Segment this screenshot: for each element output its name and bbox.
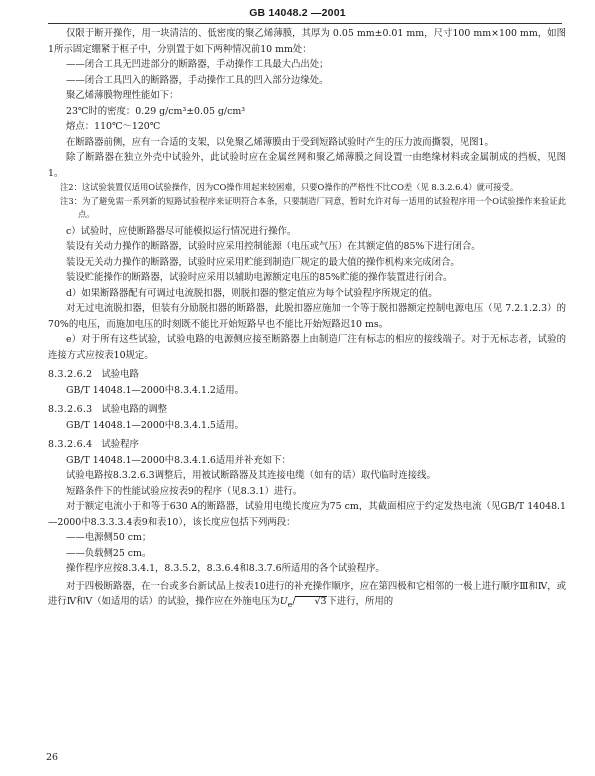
paragraph: 23℃时的密度：0.29 g/cm³±0.05 g/cm³ bbox=[66, 105, 245, 117]
paragraph: 对无过电流脱扣器，但装有分励脱扣器的断路器，此脱扣器应施加一个等于脱扣器额定控制电源电压（见 7.2.1.2.3）的 70%的电压，而施加电压的时刻既不能比开始短路早也不能比开始短路迟10 ms。 bbox=[48, 303, 566, 330]
paragraph: 在断路器前侧，应有一合适的支架，以免聚乙烯薄膜由于受到短路试验时产生的压力波而撕裂，见图1。 bbox=[66, 136, 494, 148]
note: 注2：这试验装置仅适用O试验操作，因为CO操作用起来较困难，只要O操作的严格性不比CO差（见 8.3.2.6.4）就可接受。 bbox=[60, 182, 519, 192]
paragraph: 装设无关动力操作的断路器，试验时应采用贮能到制造厂规定的最大值的操作机构来完成闭合。 bbox=[66, 256, 460, 268]
note: 注3：为了避免需一系列新的短路试验程序来证明符合本条，只要制造厂同意，暂时允许对每一适用的试验程序用一个O试验操作来验证此点。 bbox=[60, 195, 566, 219]
paragraph: 仅限于断开操作，用一块清洁的、低密度的聚乙烯薄膜，其厚为 0.05 mm±0.01 mm，尺寸100 mm×100 mm，如图1所示固定绷紧于框子中，分别置于如下两种情况前10 mm处： bbox=[48, 28, 566, 55]
paragraph bbox=[48, 579, 566, 613]
paragraph: d）如果断路器配有可调过电流脱扣器，则脱扣器的整定值应为每个试验程序所规定的值。 bbox=[66, 287, 438, 299]
paragraph: 装设贮能操作的断路器，试验时应采用以辅助电源额定电压的85%贮能的操作装置进行闭合。 bbox=[66, 272, 453, 283]
clause-number: 8.3.2.6.2 bbox=[48, 369, 93, 380]
formula-subscript: e bbox=[287, 599, 293, 609]
paragraph: GB/T 14048.1—2000中8.3.4.1.2适用。 bbox=[66, 384, 245, 396]
clause-number: 8.3.2.6.4 bbox=[48, 439, 93, 450]
page-number: 26 bbox=[46, 752, 59, 763]
paragraph: 装设有关动力操作的断路器，试验时应采用控制能源（电压或气压）在其额定值的85%下进行闭合。 bbox=[66, 241, 481, 252]
formula-sqrt: √3 bbox=[295, 596, 327, 607]
header-rule bbox=[48, 23, 562, 24]
list-item: ——闭合工具凹入的断路器，手动操作工具的凹入部分边缘处。 bbox=[66, 74, 329, 86]
clause-heading bbox=[48, 402, 566, 418]
document-header: GB 14048.2 —2001 bbox=[249, 7, 346, 19]
formula-slash: / bbox=[292, 596, 296, 607]
list-item: ——负载侧25 cm。 bbox=[66, 547, 152, 559]
paragraph: c）试验时，应使断路器尽可能模拟运行情况进行操作。 bbox=[66, 225, 297, 237]
list-item: ——闭合工具无凹进部分的断路器，手动操作工具最大凸出处； bbox=[66, 59, 329, 70]
document-body bbox=[48, 26, 566, 612]
list-item: ——电源侧50 cm； bbox=[66, 532, 152, 543]
paragraph-text: 对于四极断路器，在一台或多台新试品上按表10进行的补充操作顺序，应在第四极和它相邻的一极上进行顺序Ⅲ和Ⅳ，或进行Ⅳ和Ⅴ（如适用的话）的试验，操作应在外施电压为 bbox=[48, 580, 566, 607]
paragraph: 聚乙烯薄膜物理性能如下： bbox=[66, 90, 179, 101]
paragraph: GB/T 14048.1—2000中8.3.4.1.5适用。 bbox=[66, 419, 245, 431]
paragraph: 操作程序应按8.3.4.1，8.3.5.2，8.3.6.4和8.3.7.6所适用的各个试验程序。 bbox=[66, 563, 385, 574]
clause-heading bbox=[48, 367, 566, 383]
clause-heading bbox=[48, 437, 566, 453]
paragraph-text: 下进行，所用的 bbox=[327, 596, 394, 607]
clause-title: 试验电路的调整 bbox=[101, 404, 168, 415]
paragraph: GB/T 14048.1—2000中8.3.4.1.6适用并补充如下： bbox=[66, 454, 291, 466]
paragraph: 除了断路器在独立外壳中试验外，此试验时应在金属丝网和聚乙烯薄膜之间设置一由绝缘材料或金属制成的挡板，见图1。 bbox=[48, 152, 566, 179]
paragraph: e）对于所有这些试验，试验电路的电源侧应接至断路器上由制造厂注有标志的相应的接线端子。对于无标志者，试验的连接方式应按表10规定。 bbox=[48, 334, 566, 361]
clause-title: 试验电路 bbox=[101, 369, 139, 380]
clause-title: 试验程序 bbox=[101, 439, 139, 450]
formula-voltage: U bbox=[279, 596, 288, 607]
paragraph: 对于额定电流小于和等于630 A的断路器，试验用电缆长度应为75 cm，其截面相应于约定发热电流（见GB/T 14048.1—2000中8.3.3.3.4表9和表10），该长度应包括下列两段： bbox=[48, 501, 566, 528]
paragraph: 短路条件下的性能试验应按表9的程序（见8.3.1）进行。 bbox=[66, 485, 303, 497]
clause-number: 8.3.2.6.3 bbox=[48, 404, 93, 415]
paragraph: 试验电路按8.3.2.6.3调整后，用被试断路器及其连接电缆（如有的话）取代临时连接线。 bbox=[66, 470, 436, 481]
paragraph: 熔点：110℃～120℃ bbox=[66, 121, 161, 132]
